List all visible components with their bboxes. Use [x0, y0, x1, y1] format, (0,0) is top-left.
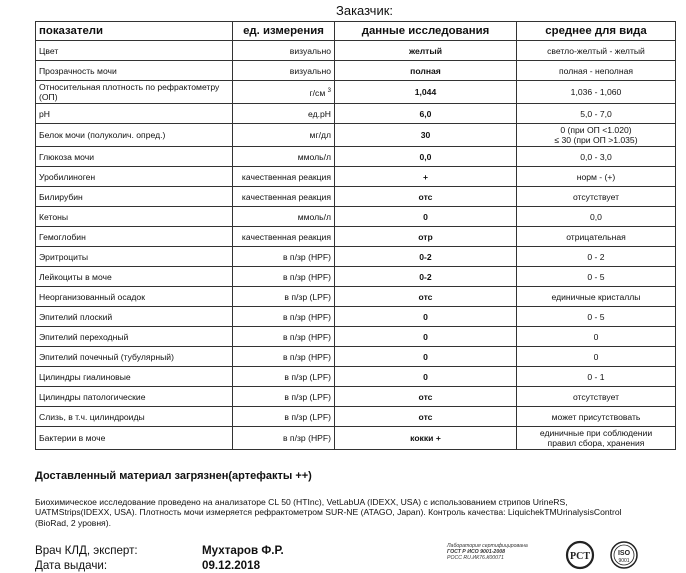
reference-cell	[517, 167, 676, 187]
unit-cell	[233, 187, 335, 207]
reference-value: полная - неполная	[558, 65, 634, 76]
unit-cell	[233, 387, 335, 407]
unit-cell	[233, 61, 335, 81]
reference-cell	[517, 124, 676, 147]
reference-cell	[517, 187, 676, 207]
unit-text: в п/зр (LPF)	[284, 411, 331, 422]
parameter-name: Белок мочи (полуколич. опред.)	[36, 124, 233, 147]
reference-cell	[517, 227, 676, 247]
result-value: 1,044	[335, 81, 517, 104]
parameter-name: Цвет	[36, 41, 233, 61]
reference-cell	[517, 327, 676, 347]
unit-text: ед.pH	[308, 108, 331, 119]
parameter-name: Эпителий переходный	[36, 327, 233, 347]
table-header-row	[36, 22, 676, 41]
table-body	[36, 41, 676, 450]
result-value: желтый	[335, 41, 517, 61]
reference-cell	[517, 367, 676, 387]
reference-cell	[517, 307, 676, 327]
reference-value: 1,036 - 1,060	[570, 87, 622, 97]
unit-text: в п/зр (HPF)	[282, 331, 331, 342]
reference-value: 0 - 1	[587, 371, 605, 382]
reference-value: отсутствует	[572, 191, 620, 202]
result-value: 0-2	[335, 267, 517, 287]
parameter-name: Лейкоциты в моче	[36, 267, 233, 287]
parameter-name: Эритроциты	[36, 247, 233, 267]
parameter-name: Кетоны	[36, 207, 233, 227]
table-row	[36, 287, 676, 307]
reference-cell	[517, 104, 676, 124]
reference-value: 0,0 - 3,0	[580, 151, 612, 162]
result-value: 0-2	[335, 247, 517, 267]
result-value: 30	[335, 124, 517, 147]
parameter-name: Цилиндры патологические	[36, 387, 233, 407]
unit-cell	[233, 347, 335, 367]
iso-logo-subtext: 9001	[618, 558, 630, 564]
parameter-name: Цилиндры гиалиновые	[36, 367, 233, 387]
certification-line-1: Лаборатория сертифицирована	[447, 543, 528, 549]
reference-cell	[517, 147, 676, 167]
unit-superscript: 3	[327, 88, 331, 95]
reference-cell	[517, 287, 676, 307]
reference-value: 0 (при ОП <1.020)	[560, 125, 632, 135]
reference-cell	[517, 207, 676, 227]
unit-text: визуально	[289, 45, 331, 56]
parameter-name: Относительная плотность по рефрактометру (ОП)	[36, 81, 233, 104]
reference-value: отсутствует	[572, 391, 620, 402]
column-header-parameter: показатели	[36, 22, 233, 41]
reference-value: 0 - 5	[587, 271, 605, 282]
result-value: отр	[335, 227, 517, 247]
unit-cell	[233, 267, 335, 287]
result-value: 6,0	[335, 104, 517, 124]
result-value: отс	[335, 407, 517, 427]
parameter-name: pH	[36, 104, 233, 124]
table-row	[36, 147, 676, 167]
unit-cell	[233, 307, 335, 327]
parameter-name: Эпителий почечный (тубулярный)	[36, 347, 233, 367]
pct-logo	[565, 540, 601, 570]
unit-text: качественная реакция	[241, 191, 331, 202]
unit-text: в п/зр (HPF)	[282, 433, 331, 443]
unit-cell	[233, 427, 335, 450]
table-row	[36, 124, 676, 147]
results-table	[35, 21, 676, 450]
result-value: +	[335, 167, 517, 187]
method-description: Биохимическое исследование проведено на анализаторе CL 50 (HTInc), VetLabUA (IDEXX, USA) с использованием стрипов UrineRS, UATMStrips(IDEXX, USA). Плотность мочи измеряется рефрактометром SUR-NE (ATAGO, Japan). Контроль качества: LiquichekTMUrinalysisControl (BioRad, 2 уровня).	[35, 497, 622, 528]
table-row	[36, 267, 676, 287]
unit-text: визуально	[289, 65, 331, 76]
unit-text: в п/зр (HPF)	[282, 271, 331, 282]
table-row	[36, 227, 676, 247]
result-value: 0	[335, 347, 517, 367]
unit-text: в п/зр (LPF)	[284, 291, 331, 302]
result-value: 0	[335, 207, 517, 227]
issue-date-value: 09.12.2018	[202, 559, 261, 572]
unit-cell	[233, 287, 335, 307]
result-value: отс	[335, 287, 517, 307]
reference-cell	[517, 81, 676, 104]
unit-cell	[233, 147, 335, 167]
reference-cell	[517, 61, 676, 81]
result-value: отс	[335, 387, 517, 407]
iso-logo-text: ISO	[617, 550, 631, 557]
reference-cell	[517, 387, 676, 407]
result-value: 0	[335, 367, 517, 387]
reference-value: может присутствовать	[551, 411, 641, 422]
table-row	[36, 187, 676, 207]
table-row	[36, 167, 676, 187]
unit-cell	[233, 41, 335, 61]
result-value: 0,0	[335, 147, 517, 167]
reference-cell	[517, 41, 676, 61]
table-row	[36, 81, 676, 104]
unit-text: качественная реакция	[241, 171, 331, 182]
certification-stamp	[447, 543, 559, 562]
parameter-name: Прозрачность мочи	[36, 61, 233, 81]
table-row	[36, 427, 676, 450]
result-value: 0	[335, 307, 517, 327]
column-header-reference: среднее для вида	[517, 22, 676, 41]
reference-cell	[517, 267, 676, 287]
reference-value: единичные кристаллы	[551, 291, 641, 302]
table-row	[36, 104, 676, 124]
result-value: отс	[335, 187, 517, 207]
contamination-note: Доставленный материал загрязнен(артефакты ++)	[35, 470, 312, 482]
unit-text: в п/зр (HPF)	[282, 351, 331, 362]
doctor-label: Врач КЛД, эксперт:	[35, 544, 138, 557]
unit-cell	[233, 407, 335, 427]
table-row	[36, 387, 676, 407]
unit-cell	[233, 104, 335, 124]
unit-text: ммоль/л	[297, 211, 331, 222]
reference-value: отрицательная	[566, 231, 626, 242]
parameter-name: Бактерии в моче	[36, 427, 233, 450]
certification-line-2: ГОСТ Р ИСО 9001-2008	[447, 549, 505, 556]
unit-text: мг/дл	[309, 130, 331, 140]
unit-cell	[233, 227, 335, 247]
column-header-result: данные исследования	[335, 22, 517, 41]
parameter-name: Гемоглобин	[36, 227, 233, 247]
result-value: кокки +	[335, 427, 517, 450]
unit-cell	[233, 81, 335, 104]
issue-date-label: Дата выдачи:	[35, 559, 108, 572]
table-row	[36, 367, 676, 387]
reference-value: 0,0	[590, 211, 602, 222]
client-label: Заказчик:	[336, 3, 394, 18]
parameter-name: Глюкоза мочи	[36, 147, 233, 167]
parameter-name: Неорганизованный осадок	[36, 287, 233, 307]
unit-text: ммоль/л	[297, 151, 331, 162]
parameter-name: Билирубин	[36, 187, 233, 207]
doctor-name: Мухтаров Ф.Р.	[202, 544, 284, 557]
unit-text: г/см	[309, 87, 326, 98]
reference-value: норм - (+)	[576, 171, 616, 182]
reference-value: 5,0 - 7,0	[580, 108, 612, 119]
parameter-name: Эпителий плоский	[36, 307, 233, 327]
reference-value: 0	[593, 331, 599, 342]
unit-cell	[233, 367, 335, 387]
table-row	[36, 407, 676, 427]
table-row	[36, 41, 676, 61]
table-row	[36, 247, 676, 267]
result-value: полная	[335, 61, 517, 81]
unit-cell	[233, 327, 335, 347]
table-row	[36, 327, 676, 347]
reference-cell	[517, 427, 676, 450]
unit-text: в п/зр (LPF)	[284, 371, 331, 382]
certification-line-3: РОСС RU.ИК76.К00071	[447, 555, 504, 562]
table-row	[36, 61, 676, 81]
unit-text: в п/зр (HPF)	[282, 311, 331, 322]
table-row	[36, 347, 676, 367]
reference-value-line-2: правил сбора, хранения	[547, 438, 645, 448]
unit-cell	[233, 124, 335, 147]
pct-logo-text: РСТ	[569, 551, 591, 562]
unit-cell	[233, 167, 335, 187]
result-value: 0	[335, 327, 517, 347]
unit-text: качественная реакция	[241, 231, 331, 242]
reference-cell	[517, 407, 676, 427]
reference-value: 0 - 2	[587, 251, 605, 262]
unit-cell	[233, 247, 335, 267]
unit-cell	[233, 207, 335, 227]
unit-text: в п/зр (LPF)	[284, 391, 331, 402]
reference-value: 0 - 5	[587, 311, 605, 322]
reference-cell	[517, 247, 676, 267]
reference-value: светло-желтый - желтый	[547, 45, 645, 56]
column-header-unit: ед. измерения	[233, 22, 335, 41]
parameter-name: Слизь, в т.ч. цилиндроиды	[36, 407, 233, 427]
reference-value-line-2: ≤ 30 (при ОП >1.035)	[554, 135, 638, 145]
parameter-name: Уробилиноген	[36, 167, 233, 187]
reference-value: единичные при соблюдении	[539, 428, 653, 438]
table-row	[36, 307, 676, 327]
unit-text: в п/зр (HPF)	[282, 251, 331, 262]
iso-logo	[609, 540, 639, 570]
table-row	[36, 207, 676, 227]
reference-cell	[517, 347, 676, 367]
reference-value: 0	[593, 351, 599, 362]
